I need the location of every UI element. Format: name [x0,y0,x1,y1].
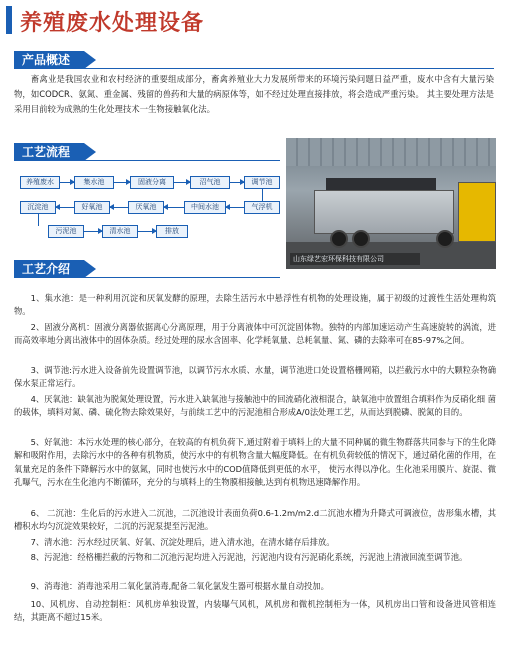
intro-item-4: 4、厌氧池：缺氧池为脱氮处理设置，污水进入缺氧池与接触池中的回流硝化液相混合，缺氧池中放置组合填料作为反硝化细 菌的载体，填料对氮、磷、硫化物去除效果好，与前续工艺中的污泥池相合形成A/0法处理工艺，从而达到脱磷、脱氮的目的。 [14,394,496,418]
flow-step-intermediate-tank: 中间水池 [184,201,226,214]
flow-arrow [114,182,130,183]
title-accent-bar [6,6,12,34]
flow-step-air-flotation: 气浮机 [244,201,280,214]
section-tab-process: 工艺流程 [14,143,84,161]
flow-arrow [56,207,74,208]
flow-step-discharge: 排放 [156,225,188,238]
photo-roof [286,138,496,166]
photo-truck-cab [458,182,496,242]
intro-item-7: 7、清水池：污水经过厌氧、好氧、沉淀处理后，进入清水池，在清水储存后排放。 [30,537,335,547]
photo-tank [314,190,454,234]
intro-item-8: 8、污泥池：经格栅拦截的污物和二沉池污泥均进入污泥池，污泥池内设有污泥硝化系统，污泥池上清液回流至调节池。 [30,552,468,562]
intro-item-5: 5、好氧池：本污水处理的核心部分，在较高的有机负荷下,通过附着于填料上的大量不同种属的微生物群落共同参与下的生化降解和吸附作用，去除污水中的各种有机物质，使污水中的有机物含量大幅度降低。在有机负荷较低的情况下，通过硝化菌的作用，在氧量充足的条件下降解污水中的氨氮，同时也使污水中的COD值降低到更低的水平， 使污水得以净化。生化池采用膜片、旋混、微孔曝气，污水在生化池内不断循环，充分的与填料上的生物膜相接触,达到有机物迅速降解作用。 [14,437,496,488]
flow-arrow [84,231,102,232]
flow-arrow [60,182,74,183]
flow-connector [38,214,39,226]
section-divider [14,277,280,278]
flow-step-clear-water-tank: 清水池 [102,225,138,238]
flow-step-collection-tank: 集水池 [74,176,114,189]
photo-wheel [330,230,348,248]
intro-item-6: 6、 二沉池：生化后的污水进入二沉池，二沉池设计表面负荷0.6-1.2m/m2.d二沉池水槽为升降式可调液位，齿形集水槽，其槽积水均匀沉淀效果较好，二沉的污泥泵提至污泥池。 [14,508,496,532]
photo-wheel [436,230,454,248]
flow-arrow [110,207,128,208]
flow-step-sedimentation-tank: 沉淀池 [20,201,56,214]
flow-step-biogas-tank: 沼气池 [190,176,230,189]
page-title: 养殖废水处理设备 [20,11,205,36]
intro-item-1: 1、集水池：是一种利用沉淀和厌氧发酵的原理，去除生活污水中悬浮性有机物的处理设施，属于初级的过渡性生活处理构筑物。 [14,293,496,317]
flow-step-solid-liquid-separation: 固液分离 [130,176,174,189]
intro-item-2: 2、固液分离机：固液分离器依据离心分离原理，用于分离液体中可沉淀固体物。独特的内部加速运动产生高速旋转的涡流，进而高效率地分离出液体中的固体杂质。经过处理的尿水含固率、化学耗氧量、总耗氧量、氮、磷的去除率可在85-97%之间。 [14,322,496,346]
flow-arrow [226,207,244,208]
section-divider [14,160,280,161]
photo-wheel [352,230,370,248]
flow-connector [262,189,263,201]
section-tab-overview: 产品概述 [14,51,84,69]
flow-step-aerobic-tank: 好氧池 [74,201,110,214]
intro-item-10: 10、风机房、自动控制柜：风机房单独设置，内装曝气风机，风机房和微机控制柜为一体，风机房出口管和设备进风管相连结，其距离不超过15米。 [14,599,496,623]
flow-step-regulating-tank: 调节池 [244,176,280,189]
flow-step-anaerobic-tank: 厌氧池 [128,201,164,214]
intro-item-3: 3、调节池:污水进入设备前先设置调节池，以调节污水水质、水量，调节池进口处设置格栅网箱，以拦截污水中的大颗粒杂物确保水泵正常运行。 [14,365,496,389]
flow-arrow [138,231,156,232]
intro-item-9: 9、消毒池：消毒池采用二氧化氯消毒,配备二氧化氯发生器可根据水量自动投加。 [30,581,329,591]
title-bar [0,0,508,40]
flow-arrow [164,207,184,208]
flow-step-sludge-tank: 污泥池 [48,225,84,238]
overview-text: 畜禽业是我国农业和农村经济的重要组成部分，畜禽养殖业大力发展所带来的环境污染问题日益严重，废水中含有大量污染物，如CODCR、氨氮、重金属、残留的兽药和大量的病原体等，如不经过处理直接排放，将会造成严重污染。 其主要处理方法是采用目前较为成熟的生化处理技术一生物接触氧化法。 [14,74,494,114]
flow-arrow [230,182,244,183]
flow-step-wastewater: 养殖废水 [20,176,60,189]
flow-arrow [174,182,190,183]
photo-caption: 山东绿艺宏环保科技有限公司 [290,253,420,265]
equipment-photo [286,138,496,269]
section-tab-intro: 工艺介绍 [14,260,84,278]
section-divider [14,68,494,69]
